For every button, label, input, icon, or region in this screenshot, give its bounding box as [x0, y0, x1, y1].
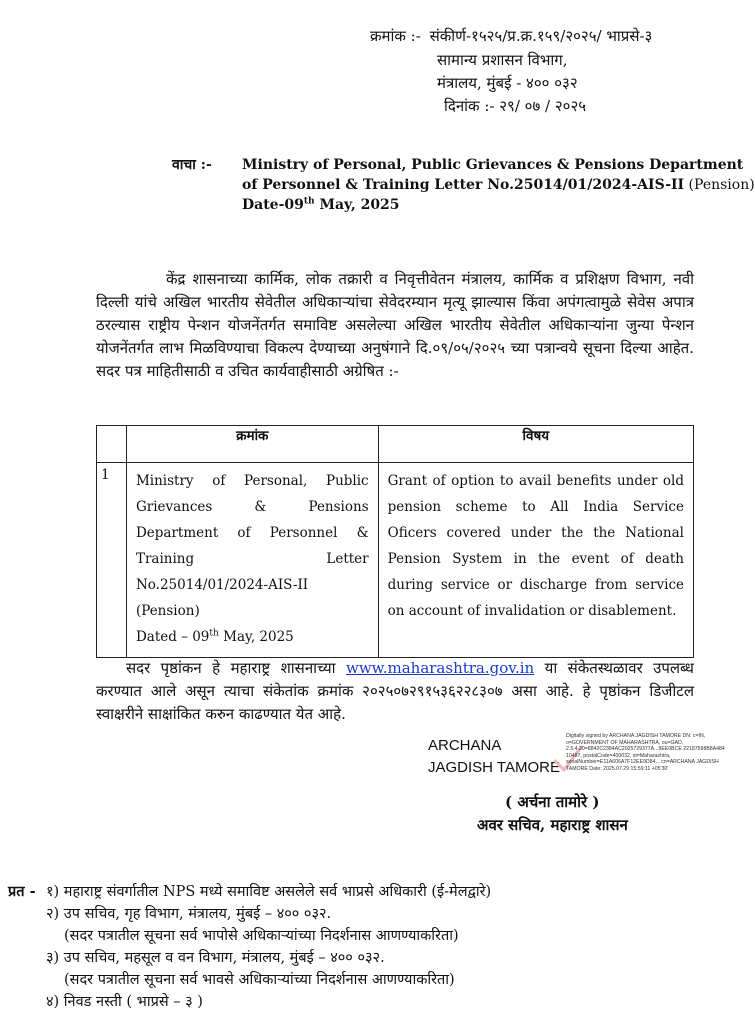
- copy-to-item-3: ३) उप सचिव, महसूल व वन विभाग, मंत्रालय, मुंबई – ४०० ०३२.: [46, 950, 385, 966]
- signer-name-line-1: ARCHANA: [428, 737, 502, 754]
- reference-label: वाचा :-: [172, 157, 212, 173]
- table-header-subject: विषय: [378, 426, 693, 463]
- copy-to-item-2-note: (सदर पत्रातील सूचना सर्व भापोसे अधिकाऱ्यांच्या निदर्शनास आणण्याकरिता): [64, 928, 459, 944]
- intro-paragraph: केंद्र शासनाच्या कार्मिक, लोक तक्रारी व निवृत्तीवेतन मंत्रालय, कार्मिक व प्रशिक्षण विभाग, नवी दिल्ली यांचे अखिल भारतीय सेवेतील अधिकाऱ्यांचा सेवेदरम्यान मृत्यू झाल्यास किंवा अपंगत्वामुळे सेवेस अपात्र ठरल्यास राष्ट्रीय पेन्शन योजनेंतर्गत समाविष्ट असलेल्या अखिल भारतीय सेवेतील अधिकाऱ्यांना जुन्या पेन्शन योजनेंतर्गत लाभ मिळविण्याचा विकल्प देण्याच्या अनुषंगाने दि.०९/०५/२०२५ च्या पत्रान्वये सूचना दिल्या आहेत. सदर पत्र माहितीसाठी व उचित कार्यवाहीसाठी अग्रेषित :-: [96, 270, 694, 380]
- signer-marathi-name: ( अर्चना तामोरे ): [505, 793, 600, 811]
- copy-to-item-2: २) उप सचिव, गृह विभाग, मंत्रालय, मुंबई – ४०० ०३२.: [46, 906, 332, 922]
- row-reference: [126, 463, 378, 658]
- department-address: मंत्रालय, मुंबई - ४०० ०३२: [437, 74, 578, 92]
- reference-line-2: of Personnel & Training Letter No.25014/01/2024-AIS-II (Pension): [242, 177, 755, 193]
- digital-signature-details: Digitally signed by ARCHANA JAGDISH TAMORE DN: c=IN, o=GOVERNMENT OF MAHARASHTRA, ou=GAD, 2.5.4.20=8842C2384AC2025729377A...9EE0BCE 22187598B8A484 10487, postalCode=400032, st=Maharashtra, serialNumber=E11A606A7F12EE9D84... cn=ARCHANA JAGDISH TAMORE Date: 2025.07.29 15:59:11 +05'30': [566, 733, 725, 772]
- website-link[interactable]: www.maharashtra.gov.in: [345, 659, 535, 677]
- copy-to-label: प्रत -: [8, 883, 36, 900]
- copy-to-item-4: ४) निवड नस्ती ( भाप्रसे – ३ ): [46, 994, 203, 1010]
- table-header-number: क्रमांक: [126, 426, 378, 463]
- table-header-sr: [97, 426, 127, 463]
- row-reference-text: Ministry of Personal, Public Grievances & Pensions Department of Personnel & Training Letter No.25014/01/2024-AIS-II (Pension): [135, 473, 369, 619]
- reference-line-3: Date-09th May, 2025: [242, 196, 400, 213]
- table-row: [97, 463, 694, 658]
- row-subject: [378, 463, 693, 658]
- letter-number: [370, 26, 652, 46]
- signer-name-line-2: JAGDISH TAMORE: [428, 759, 560, 776]
- copy-to-item-1: १) महाराष्ट्र संवर्गातील NPS मध्ये समाविष्ट असलेले सर्व भाप्रसे अधिकारी (ई-मेलद्वारे): [46, 884, 492, 900]
- signer-name: [428, 735, 560, 779]
- letter-number-value: संकीर्ण-१५२५/प्र.क्र.१५९/२०२५/ भाप्रसे-३: [429, 27, 653, 45]
- letter-date: दिनांक :- २९/ ०७ / २०२५: [444, 97, 587, 115]
- row-serial: 1: [97, 463, 127, 658]
- copy-to-item-3-note: (सदर पत्रातील सूचना सर्व भावसे अधिकाऱ्यांच्या निदर्शनास आणण्याकरिता): [64, 972, 455, 988]
- table-header-row: [97, 426, 694, 463]
- signer-designation: अवर सचिव, महाराष्ट्र शासन: [477, 816, 628, 834]
- reference-table: [96, 425, 694, 658]
- closing-paragraph: सदर पृष्ठांकन हे महाराष्ट्र शासनाच्या www.maharashtra.gov.in या संकेतस्थळावर उपलब्ध करण्यात आले असून त्याचा संकेतांक क्रमांक २०२५०७२९१५३६२२८३०७ असा आहे. हे पृष्ठांकन डिजीटल स्वाक्षरीने साक्षांकित करुन काढण्यात येत आहे.: [96, 659, 694, 723]
- letter-number-label: क्रमांक :-: [370, 27, 421, 45]
- reference-text: [242, 155, 755, 215]
- row-subject-text: Grant of option to avail benefits under old pension scheme to All India Service Oficers covered under the the National Pension System in the event of death during service or discharge from service on account of invalidation or disablement.: [387, 473, 684, 619]
- department-name: सामान्य प्रशासन विभाग,: [437, 51, 568, 69]
- reference-line-1: Ministry of Personal, Public Grievances & Pensions Department: [242, 157, 744, 173]
- row-reference-date: Dated – 09th May, 2025: [135, 628, 294, 645]
